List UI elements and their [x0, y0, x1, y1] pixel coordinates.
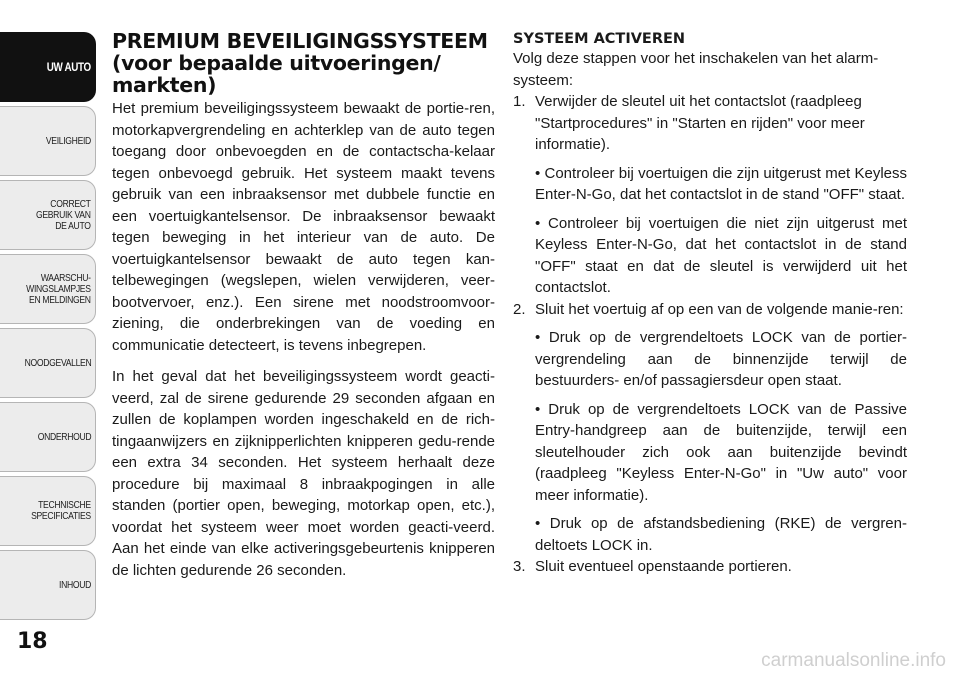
tab-technische-specificaties[interactable] [0, 476, 96, 546]
tab-uw-auto[interactable] [0, 32, 96, 102]
section-title: PREMIUM BEVEILIGINGSSYSTEEM (voor bepaalde uitvoeringen/ markten) [112, 29, 488, 97]
step-text: Sluit het voertuig af op een van de volgende manie-ren: [535, 300, 904, 318]
watermark: carmanualsonline.info [761, 650, 946, 671]
bullet-item: • Druk op de vergrendeltoets LOCK van de Passive Entry-handgreep aan de buitenzijde, terwijl een sleutelhouder zich ook aan buitenzijde bevindt (raadpleeg "Keyless Enter-N-Go" in "Uw auto" voor meer informatie). [535, 400, 907, 504]
tab-veiligheid[interactable] [0, 106, 96, 176]
paragraph: In het geval dat het beveiligingssysteem wordt geacti-veerd, zal de sirene gedurende 29 seconden afgaan en zullen de koplampen worden ingeschakeld en de rich-tingaanwijzers en zijknipperlichten knipperen gedu-rende een extra 34 seconden. Het systeem herhaalt deze procedure bij maximaal 8 inbraakpogingen in alle standen (portier open, beweging, motorkap open, etc.), voordat het systeem weer moet worden geacti-veerd. Aan het einde van elke activeringsgebeurtenis knipperen de lichten gedurende 26 seconden. [112, 368, 495, 579]
tab-noodgevallen[interactable] [0, 328, 96, 398]
bullet-item: • Controleer bij voertuigen die zijn uitgerust met Keyless Enter-N-Go, dat het contactslot in de stand "OFF" staat. [535, 164, 907, 203]
tab-label: UW AUTO [46, 59, 91, 74]
subsection-title: SYSTEEM ACTIVEREN [513, 31, 686, 47]
list-item [513, 556, 907, 578]
tab-label: NOODGEVALLEN [24, 356, 91, 369]
tab-label: CORRECT GEBRUIK VAN DE AUTO [36, 197, 91, 232]
tab-waarschuwingslampjes[interactable] [0, 254, 96, 324]
steps-list [513, 91, 907, 578]
bullet-item: • Druk op de afstandsbediening (RKE) de vergren-deltoets LOCK in. [535, 515, 907, 554]
list-item [513, 299, 907, 557]
paragraph: Het premium beveiligingssysteem bewaakt de portie-ren, motorkapvergrendeling en achterklep van de auto tegen toegang door onbevoegden en de contactscha-kelaar tegen onbevoegd gebruik. Het systeem maakt tevens gebruik van een inbraaksensor met dubbele functie en een voertuigkantelsensor. De inbraaksensor bewaakt tegen beweging in het interieur van de auto. De voertuigkantelsensor bewaakt de auto tegen kan-telbewegingen (wegslepen, wielen verwijderen, veer-bootvervoer, enz.). Een sirene met noodstroomvoor-ziening, die onderbrekingen van de voeding en communicatie detecteert, is tevens inbegrepen. [112, 100, 495, 354]
page-number: 18 [17, 629, 48, 654]
tab-label: VEILIGHEID [45, 134, 91, 147]
tab-inhoud[interactable] [0, 550, 96, 620]
step-number: 1. [513, 93, 526, 110]
list-item [513, 91, 907, 299]
left-column [112, 30, 495, 591]
bullet-item: • Druk op de vergrendeltoets LOCK van de portier-vergrendeling aan de binnenzijde terwijl de bestuurders- en/of passagiersdeur open staat. [535, 329, 907, 389]
tab-correct-gebruik[interactable] [0, 180, 96, 250]
tab-label: TECHNISCHE SPECIFICATIES [31, 499, 91, 522]
step-number: 2. [513, 300, 526, 318]
step-text: Verwijder de sleutel uit het contactslot (raadpleeg "Startprocedures" in "Starten en rijden" voor meer informatie). [535, 93, 865, 153]
tab-label: INHOUD [59, 578, 91, 591]
right-column [513, 30, 907, 578]
step-text: Sluit eventueel openstaande portieren. [535, 558, 792, 575]
tab-label: ONDERHOUD [37, 430, 91, 443]
step-number: 3. [513, 558, 526, 575]
intro-text: Volg deze stappen voor het inschakelen van het alarm-systeem: [513, 50, 879, 89]
tab-onderhoud[interactable] [0, 402, 96, 472]
tab-label: WAARSCHU- WINGSLAMPJES EN MELDINGEN [26, 271, 91, 306]
bullet-item: • Controleer bij voertuigen die niet zijn uitgerust met Keyless Enter-N-Go, dat het contactslot in de stand "OFF" staat en dat de sleutel is verwijderd uit het contactslot. [535, 214, 907, 296]
